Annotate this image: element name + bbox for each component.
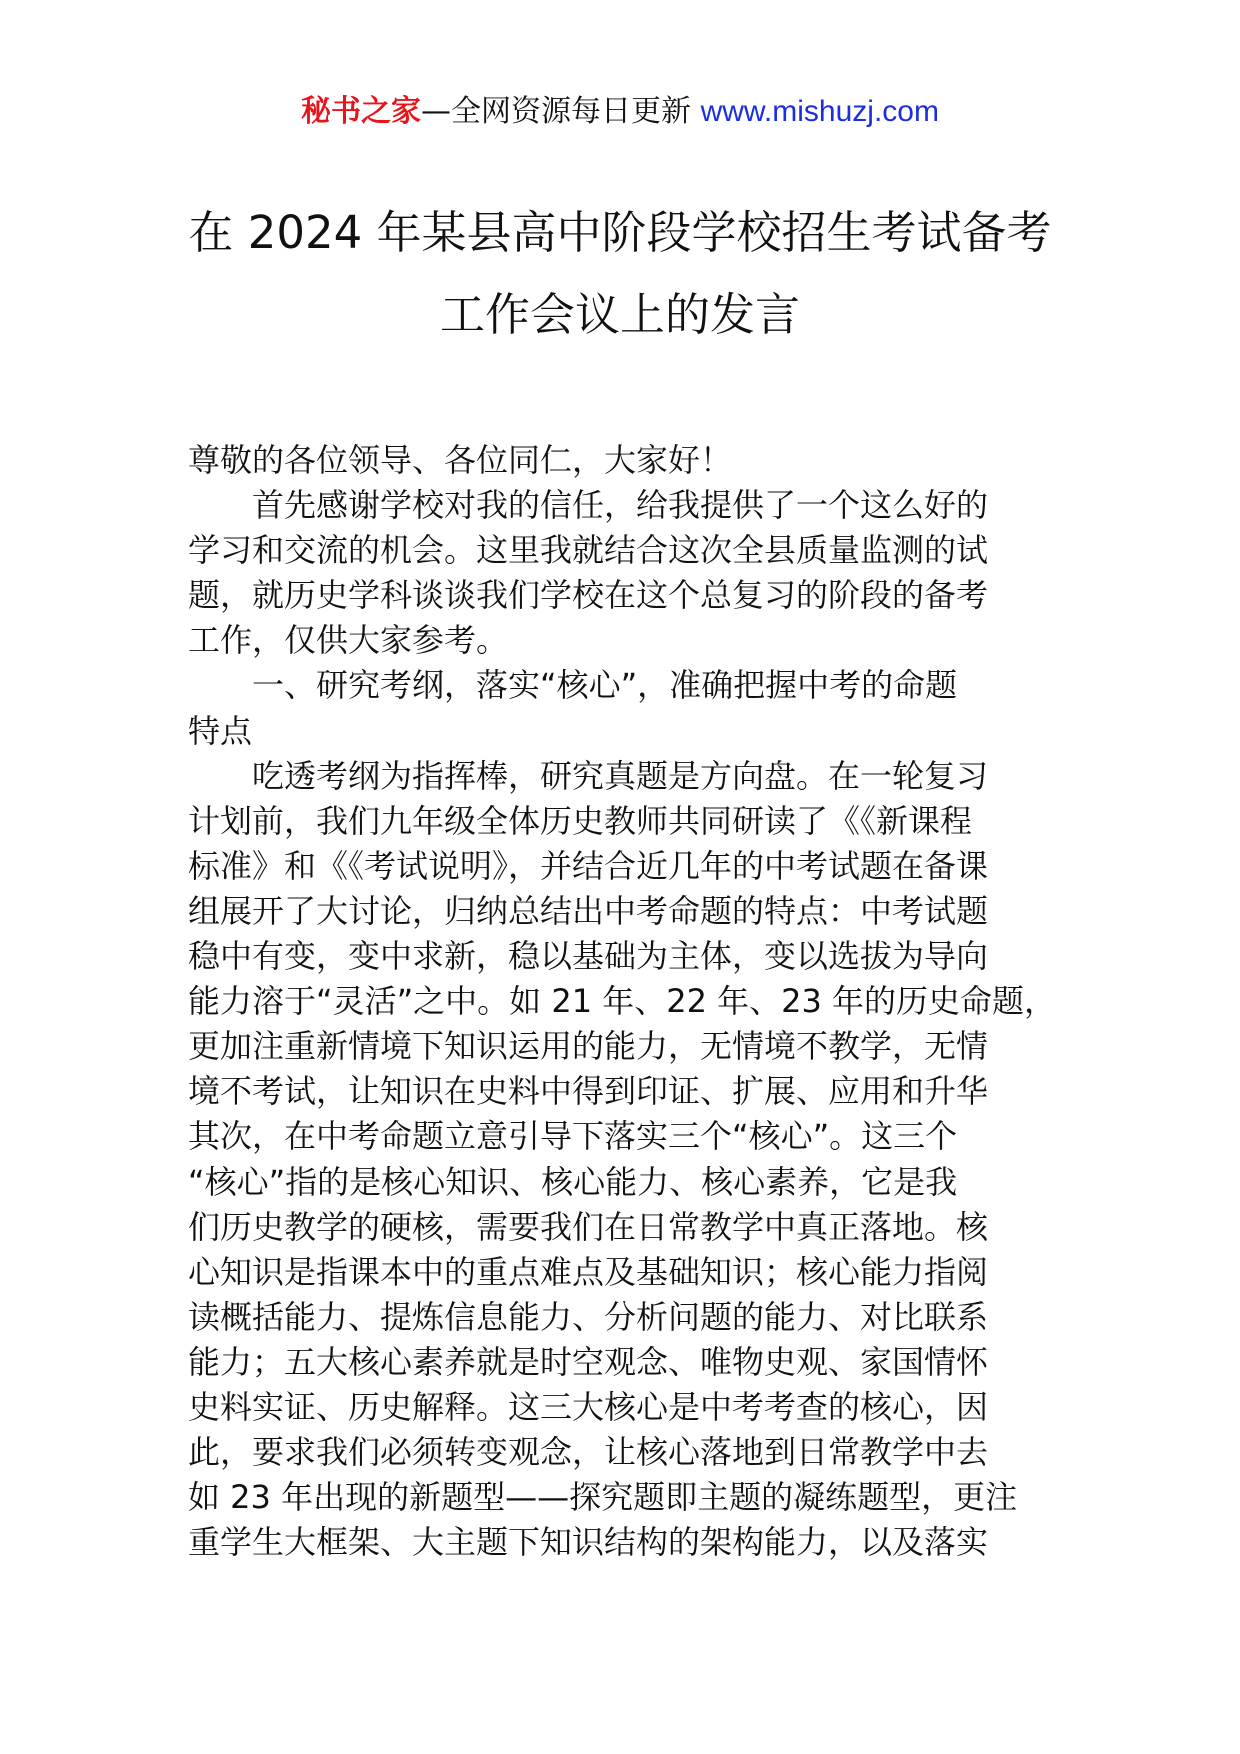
paragraph-line: 能力；五大核心素养就是时空观念、唯物史观、家国情怀 [188, 1342, 989, 1381]
paragraph-line: 心知识是指课本中的重点难点及基础知识；核心能力指阅 [188, 1252, 989, 1291]
header-tagline: —全网资源每日更新 [421, 94, 701, 129]
salutation-line: 尊敬的各位领导、各位同仁，大家好！ [188, 441, 733, 479]
paragraph-line: 其次，在中考命题立意引导下落实三个“核心”。这三个 [188, 1117, 958, 1156]
document-title [0, 192, 1240, 356]
paragraph-line: 们历史教学的硬核，需要我们在日常教学中真正落地。核 [188, 1207, 989, 1246]
title-line-2: 工作会议上的发言 [439, 288, 800, 341]
paragraph-line: 标准》和《《考试说明》，并结合近几年的中考试题在备课 [188, 846, 989, 885]
title-line-1: 在 2024 年某县高中阶段学校招生考试备考 [188, 206, 1052, 259]
section-heading-line: 一、研究考纲，落实“核心”，准确把握中考的命题 [252, 666, 958, 705]
paragraph-line: 吃透考纲为指挥棒，研究真题是方向盘。在一轮复习 [252, 756, 989, 795]
paragraph-line: 如 23 年出现的新题型——探究题即主题的凝练题型，更注 [188, 1478, 1018, 1517]
paragraph-line: 更加注重新情境下知识运用的能力，无情境不教学，无情 [188, 1027, 989, 1066]
site-header [0, 92, 1240, 132]
paragraph-line: 重学生大框架、大主题下知识结构的架构能力，以及落实 [188, 1523, 989, 1562]
paragraph-line: 题，就历史学科谈谈我们学校在这个总复习的阶段的备考 [188, 576, 989, 615]
section-heading-line: 特点 [188, 711, 253, 750]
document-body [188, 438, 1068, 1565]
paragraph-line: 读概括能力、提炼信息能力、分析问题的能力、对比联系 [188, 1297, 989, 1336]
paragraph-line: 此，要求我们必须转变观念，让核心落地到日常教学中去 [188, 1433, 989, 1472]
paragraph-line: 首先感谢学校对我的信任，给我提供了一个这么好的 [252, 486, 989, 525]
paragraph-line: “核心”指的是核心知识、核心能力、核心素养，它是我 [188, 1162, 958, 1201]
paragraph-line: 境不考试，让知识在史料中得到印证、扩展、应用和升华 [188, 1072, 989, 1111]
paragraph-line: 能力溶于“灵活”之中。如 21 年、22 年、23 年的历史命题， [188, 982, 1057, 1021]
paragraph-line: 计划前，我们九年级全体历史教师共同研读了《《新课程 [188, 801, 973, 840]
paragraph-line: 学习和交流的机会。这里我就结合这次全县质量监测的试 [188, 531, 989, 570]
site-url-link[interactable]: www.mishuzj.com [700, 95, 939, 128]
paragraph-line: 工作，仅供大家参考。 [188, 621, 509, 660]
paragraph-line: 史料实证、历史解释。这三大核心是中考考查的核心，因 [188, 1387, 989, 1426]
brand-name: 秘书之家 [301, 94, 422, 129]
paragraph-line: 稳中有变，变中求新，稳以基础为主体，变以选拔为导向 [188, 937, 989, 976]
paragraph-line: 组展开了大讨论，归纳总结出中考命题的特点：中考试题 [188, 891, 989, 930]
